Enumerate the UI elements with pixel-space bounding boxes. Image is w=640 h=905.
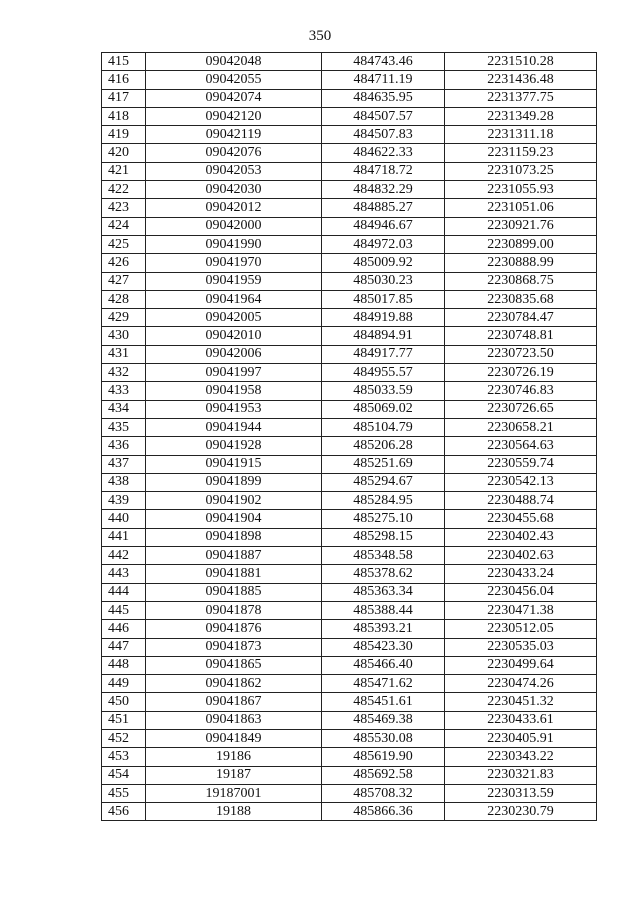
point-code-cell: 19186 — [146, 748, 322, 766]
table-row — [102, 345, 597, 363]
y-coordinate-cell: 2230835.68 — [445, 290, 597, 308]
y-coordinate-cell: 2231349.28 — [445, 107, 597, 125]
point-code-cell: 09042120 — [146, 107, 322, 125]
point-code-cell: 09041928 — [146, 437, 322, 455]
point-number-cell: 448 — [102, 656, 146, 674]
table-row — [102, 162, 597, 180]
table-row — [102, 437, 597, 455]
y-coordinate-cell: 2230748.81 — [445, 327, 597, 345]
table-row — [102, 601, 597, 619]
point-number-cell: 430 — [102, 327, 146, 345]
point-number-cell: 423 — [102, 199, 146, 217]
point-number-cell: 453 — [102, 748, 146, 766]
x-coordinate-cell: 485423.30 — [322, 638, 445, 656]
y-coordinate-cell: 2230888.99 — [445, 254, 597, 272]
x-coordinate-cell: 485619.90 — [322, 748, 445, 766]
x-coordinate-cell: 484743.46 — [322, 53, 445, 71]
table-row — [102, 400, 597, 418]
point-code-cell: 09042055 — [146, 71, 322, 89]
x-coordinate-cell: 484507.83 — [322, 126, 445, 144]
point-code-cell: 09041887 — [146, 547, 322, 565]
table-row — [102, 71, 597, 89]
x-coordinate-cell: 485388.44 — [322, 601, 445, 619]
point-code-cell: 09041958 — [146, 382, 322, 400]
point-number-cell: 442 — [102, 547, 146, 565]
x-coordinate-cell: 485009.92 — [322, 254, 445, 272]
table-row — [102, 766, 597, 784]
x-coordinate-cell: 485393.21 — [322, 620, 445, 638]
x-coordinate-cell: 485251.69 — [322, 455, 445, 473]
point-code-cell: 09041899 — [146, 473, 322, 491]
point-number-cell: 418 — [102, 107, 146, 125]
y-coordinate-cell: 2230451.32 — [445, 693, 597, 711]
y-coordinate-cell: 2230471.38 — [445, 601, 597, 619]
point-number-cell: 416 — [102, 71, 146, 89]
point-number-cell: 422 — [102, 181, 146, 199]
point-code-cell: 09042076 — [146, 144, 322, 162]
x-coordinate-cell: 484946.67 — [322, 217, 445, 235]
point-number-cell: 454 — [102, 766, 146, 784]
y-coordinate-cell: 2230433.61 — [445, 711, 597, 729]
point-code-cell: 09041881 — [146, 565, 322, 583]
table-row — [102, 235, 597, 253]
x-coordinate-cell: 484622.33 — [322, 144, 445, 162]
point-number-cell: 433 — [102, 382, 146, 400]
point-code-cell: 09042119 — [146, 126, 322, 144]
point-number-cell: 444 — [102, 583, 146, 601]
y-coordinate-cell: 2230726.65 — [445, 400, 597, 418]
point-number-cell: 426 — [102, 254, 146, 272]
point-number-cell: 443 — [102, 565, 146, 583]
y-coordinate-cell: 2230512.05 — [445, 620, 597, 638]
point-code-cell: 09041902 — [146, 492, 322, 510]
point-number-cell: 449 — [102, 675, 146, 693]
point-code-cell: 09041970 — [146, 254, 322, 272]
table-row — [102, 126, 597, 144]
x-coordinate-cell: 485692.58 — [322, 766, 445, 784]
table-row — [102, 181, 597, 199]
table-row — [102, 89, 597, 107]
table-row — [102, 144, 597, 162]
y-coordinate-cell: 2230456.04 — [445, 583, 597, 601]
point-code-cell: 09042053 — [146, 162, 322, 180]
y-coordinate-cell: 2230535.03 — [445, 638, 597, 656]
point-code-cell: 09042010 — [146, 327, 322, 345]
y-coordinate-cell: 2230488.74 — [445, 492, 597, 510]
y-coordinate-cell: 2230921.76 — [445, 217, 597, 235]
x-coordinate-cell: 485348.58 — [322, 547, 445, 565]
y-coordinate-cell: 2231051.06 — [445, 199, 597, 217]
x-coordinate-cell: 485206.28 — [322, 437, 445, 455]
point-number-cell: 424 — [102, 217, 146, 235]
table-row — [102, 583, 597, 601]
point-number-cell: 440 — [102, 510, 146, 528]
table-row — [102, 53, 597, 71]
point-code-cell: 09042074 — [146, 89, 322, 107]
table-row — [102, 803, 597, 821]
table-row — [102, 327, 597, 345]
x-coordinate-cell: 484507.57 — [322, 107, 445, 125]
y-coordinate-cell: 2230474.26 — [445, 675, 597, 693]
table-row — [102, 693, 597, 711]
point-number-cell: 429 — [102, 309, 146, 327]
x-coordinate-cell: 485033.59 — [322, 382, 445, 400]
y-coordinate-cell: 2230868.75 — [445, 272, 597, 290]
y-coordinate-cell: 2231436.48 — [445, 71, 597, 89]
table-row — [102, 254, 597, 272]
point-code-cell: 09041865 — [146, 656, 322, 674]
y-coordinate-cell: 2231510.28 — [445, 53, 597, 71]
y-coordinate-cell: 2230746.83 — [445, 382, 597, 400]
table-row — [102, 492, 597, 510]
point-number-cell: 447 — [102, 638, 146, 656]
point-code-cell: 09041862 — [146, 675, 322, 693]
point-number-cell: 441 — [102, 528, 146, 546]
x-coordinate-cell: 485363.34 — [322, 583, 445, 601]
point-code-cell: 09042006 — [146, 345, 322, 363]
point-number-cell: 427 — [102, 272, 146, 290]
point-number-cell: 435 — [102, 418, 146, 436]
y-coordinate-cell: 2230723.50 — [445, 345, 597, 363]
y-coordinate-cell: 2230230.79 — [445, 803, 597, 821]
y-coordinate-cell: 2230405.91 — [445, 729, 597, 747]
table-row — [102, 784, 597, 802]
point-number-cell: 428 — [102, 290, 146, 308]
y-coordinate-cell: 2230402.43 — [445, 528, 597, 546]
x-coordinate-cell: 485451.61 — [322, 693, 445, 711]
y-coordinate-cell: 2230564.63 — [445, 437, 597, 455]
x-coordinate-cell: 485069.02 — [322, 400, 445, 418]
point-code-cell: 09041944 — [146, 418, 322, 436]
point-number-cell: 445 — [102, 601, 146, 619]
point-code-cell: 09041953 — [146, 400, 322, 418]
point-code-cell: 19187 — [146, 766, 322, 784]
table-row — [102, 528, 597, 546]
point-code-cell: 09041915 — [146, 455, 322, 473]
table-row — [102, 364, 597, 382]
table-row — [102, 382, 597, 400]
point-code-cell: 09041964 — [146, 290, 322, 308]
table-row — [102, 418, 597, 436]
y-coordinate-cell: 2230499.64 — [445, 656, 597, 674]
point-code-cell: 09041990 — [146, 235, 322, 253]
point-number-cell: 417 — [102, 89, 146, 107]
point-number-cell: 415 — [102, 53, 146, 71]
table-row — [102, 510, 597, 528]
table-row — [102, 107, 597, 125]
y-coordinate-cell: 2230726.19 — [445, 364, 597, 382]
y-coordinate-cell: 2231159.23 — [445, 144, 597, 162]
x-coordinate-cell: 484972.03 — [322, 235, 445, 253]
x-coordinate-cell: 485466.40 — [322, 656, 445, 674]
x-coordinate-cell: 485030.23 — [322, 272, 445, 290]
table-row — [102, 547, 597, 565]
y-coordinate-cell: 2230433.24 — [445, 565, 597, 583]
y-coordinate-cell: 2231055.93 — [445, 181, 597, 199]
point-number-cell: 421 — [102, 162, 146, 180]
point-number-cell: 432 — [102, 364, 146, 382]
point-code-cell: 09041849 — [146, 729, 322, 747]
x-coordinate-cell: 485530.08 — [322, 729, 445, 747]
y-coordinate-cell: 2230559.74 — [445, 455, 597, 473]
x-coordinate-cell: 485866.36 — [322, 803, 445, 821]
point-code-cell: 19188 — [146, 803, 322, 821]
table-row — [102, 638, 597, 656]
table-row — [102, 272, 597, 290]
point-code-cell: 09042012 — [146, 199, 322, 217]
table-row — [102, 199, 597, 217]
point-number-cell: 431 — [102, 345, 146, 363]
x-coordinate-cell: 485104.79 — [322, 418, 445, 436]
point-number-cell: 438 — [102, 473, 146, 491]
coordinates-table-body — [102, 53, 597, 821]
table-row — [102, 309, 597, 327]
point-code-cell: 09041867 — [146, 693, 322, 711]
table-row — [102, 473, 597, 491]
x-coordinate-cell: 485469.38 — [322, 711, 445, 729]
point-code-cell: 09041873 — [146, 638, 322, 656]
y-coordinate-cell: 2230343.22 — [445, 748, 597, 766]
table-row — [102, 455, 597, 473]
x-coordinate-cell: 485275.10 — [322, 510, 445, 528]
x-coordinate-cell: 484718.72 — [322, 162, 445, 180]
point-code-cell: 09041863 — [146, 711, 322, 729]
y-coordinate-cell: 2231311.18 — [445, 126, 597, 144]
x-coordinate-cell: 485708.32 — [322, 784, 445, 802]
table-row — [102, 565, 597, 583]
point-code-cell: 09041898 — [146, 528, 322, 546]
table-row — [102, 620, 597, 638]
point-number-cell: 452 — [102, 729, 146, 747]
x-coordinate-cell: 485298.15 — [322, 528, 445, 546]
y-coordinate-cell: 2231377.75 — [445, 89, 597, 107]
x-coordinate-cell: 484917.77 — [322, 345, 445, 363]
x-coordinate-cell: 485294.67 — [322, 473, 445, 491]
y-coordinate-cell: 2230784.47 — [445, 309, 597, 327]
point-code-cell: 09042005 — [146, 309, 322, 327]
point-number-cell: 450 — [102, 693, 146, 711]
y-coordinate-cell: 2230658.21 — [445, 418, 597, 436]
x-coordinate-cell: 484919.88 — [322, 309, 445, 327]
x-coordinate-cell: 484711.19 — [322, 71, 445, 89]
point-code-cell: 09042000 — [146, 217, 322, 235]
table-row — [102, 675, 597, 693]
table-row — [102, 656, 597, 674]
x-coordinate-cell: 485284.95 — [322, 492, 445, 510]
x-coordinate-cell: 485017.85 — [322, 290, 445, 308]
y-coordinate-cell: 2230313.59 — [445, 784, 597, 802]
point-number-cell: 456 — [102, 803, 146, 821]
table-row — [102, 711, 597, 729]
table-row — [102, 290, 597, 308]
y-coordinate-cell: 2231073.25 — [445, 162, 597, 180]
point-code-cell: 09041959 — [146, 272, 322, 290]
point-number-cell: 434 — [102, 400, 146, 418]
table-row — [102, 217, 597, 235]
page-number: 350 — [308, 28, 332, 44]
point-code-cell: 09041878 — [146, 601, 322, 619]
x-coordinate-cell: 484635.95 — [322, 89, 445, 107]
x-coordinate-cell: 485378.62 — [322, 565, 445, 583]
y-coordinate-cell: 2230455.68 — [445, 510, 597, 528]
point-code-cell: 09041997 — [146, 364, 322, 382]
x-coordinate-cell: 484885.27 — [322, 199, 445, 217]
point-number-cell: 451 — [102, 711, 146, 729]
y-coordinate-cell: 2230402.63 — [445, 547, 597, 565]
table-row — [102, 729, 597, 747]
y-coordinate-cell: 2230321.83 — [445, 766, 597, 784]
x-coordinate-cell: 484832.29 — [322, 181, 445, 199]
point-code-cell: 09042048 — [146, 53, 322, 71]
point-code-cell: 19187001 — [146, 784, 322, 802]
point-number-cell: 419 — [102, 126, 146, 144]
table-row — [102, 748, 597, 766]
coordinates-table — [101, 52, 597, 821]
x-coordinate-cell: 484894.91 — [322, 327, 445, 345]
point-number-cell: 437 — [102, 455, 146, 473]
point-code-cell: 09041904 — [146, 510, 322, 528]
y-coordinate-cell: 2230542.13 — [445, 473, 597, 491]
point-number-cell: 455 — [102, 784, 146, 802]
point-number-cell: 446 — [102, 620, 146, 638]
point-number-cell: 420 — [102, 144, 146, 162]
y-coordinate-cell: 2230899.00 — [445, 235, 597, 253]
point-number-cell: 439 — [102, 492, 146, 510]
point-code-cell: 09041885 — [146, 583, 322, 601]
point-code-cell: 09041876 — [146, 620, 322, 638]
point-code-cell: 09042030 — [146, 181, 322, 199]
x-coordinate-cell: 484955.57 — [322, 364, 445, 382]
x-coordinate-cell: 485471.62 — [322, 675, 445, 693]
point-number-cell: 425 — [102, 235, 146, 253]
point-number-cell: 436 — [102, 437, 146, 455]
